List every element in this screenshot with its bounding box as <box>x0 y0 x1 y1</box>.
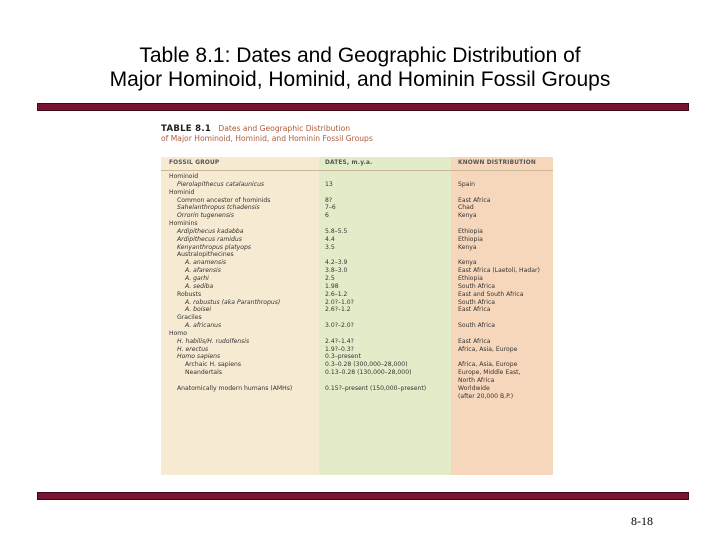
table-caption <box>161 124 553 154</box>
table-row <box>161 393 553 401</box>
distribution-cell: Chad <box>458 204 474 212</box>
distribution-cell: East Africa (Laetoli, Hadar) <box>458 267 540 275</box>
distribution-cell: East Africa <box>458 337 491 345</box>
dates-cell: 5.8–5.5 <box>325 227 348 235</box>
dates-cell: 0.15?–present (150,000–present) <box>325 384 427 392</box>
dates-cell: 7–6 <box>325 204 336 212</box>
distribution-cell: Kenya <box>458 243 477 251</box>
fossil-group-cell: A. sediba <box>185 282 214 290</box>
dates-cell: 0.3–present <box>325 353 361 361</box>
distribution-cell: (after 20,000 B.P.) <box>458 392 514 400</box>
dates-cell: 0.13–0.28 (130,000–28,000) <box>325 369 412 377</box>
distribution-cell: Ethiopia <box>458 274 483 282</box>
table-caption-title-line-1: Dates and Geographic Distribution <box>218 124 351 133</box>
distribution-cell: Africa, Asia, Europe <box>458 361 518 369</box>
distribution-cell: Kenya <box>458 212 477 220</box>
fossil-group-cell: Neandertals <box>185 369 223 377</box>
distribution-cell: Kenya <box>458 259 477 267</box>
table-row <box>161 275 553 283</box>
dates-cell: 4.4 <box>325 235 335 243</box>
table-row <box>161 361 553 369</box>
table-row <box>161 330 553 338</box>
table-row <box>161 338 553 346</box>
fossil-group-cell: H. erectus <box>177 345 209 353</box>
fossil-group-cell: H. habilis/H. rudolfensis <box>177 337 250 345</box>
distribution-cell: North Africa <box>458 376 495 384</box>
dates-cell: 6 <box>325 212 329 220</box>
table-row <box>161 299 553 307</box>
distribution-cell: South Africa <box>458 298 496 306</box>
dates-cell: 1.9?–0.3? <box>325 345 354 353</box>
fossil-group-cell: Common ancestor of hominids <box>177 196 271 204</box>
table-row <box>161 212 553 220</box>
table-row <box>161 306 553 314</box>
table-row <box>161 228 553 236</box>
fossil-group-cell: A. garhi <box>185 274 209 282</box>
slide-title <box>30 44 690 92</box>
fossil-group-cell: Hominoid <box>169 173 199 180</box>
top-divider-bar <box>37 103 689 111</box>
header-divider <box>161 170 553 171</box>
fossil-group-cell: Sahelanthropus tchadensis <box>177 204 260 212</box>
fossil-group-cell: Homo sapiens <box>177 353 221 361</box>
header-fossil-group: FOSSIL GROUP <box>169 160 220 166</box>
distribution-cell: Africa, Asia, Europe <box>458 345 518 353</box>
dates-cell: 3.8–3.0 <box>325 267 348 275</box>
table-row <box>161 385 553 393</box>
table-row <box>161 181 553 189</box>
fossil-group-cell: Graciles <box>177 314 202 322</box>
table-header-row <box>161 157 553 170</box>
fossil-group-cell: Hominins <box>169 220 198 228</box>
fossil-group-cell: Anatomically modern humans (AMHs) <box>177 384 293 392</box>
table-body <box>161 157 553 475</box>
table-row <box>161 283 553 291</box>
table-row <box>161 189 553 197</box>
dates-cell: 1.98 <box>325 282 339 290</box>
dates-cell: 4.2–3.9 <box>325 259 348 267</box>
dates-cell: 2.6?–1.2 <box>325 306 351 314</box>
slide-title-line-1: Table 8.1: Dates and Geographic Distribution of <box>139 44 581 67</box>
fossil-group-cell: Australopithecines <box>177 251 234 259</box>
distribution-cell: East Africa <box>458 306 491 314</box>
table-row <box>161 220 553 228</box>
fossil-group-cell: Orrorin tugenensis <box>177 212 234 220</box>
distribution-cell: Worldwide <box>458 384 490 392</box>
table-row <box>161 259 553 267</box>
dates-cell: 3.0?–2.0? <box>325 322 354 330</box>
fossil-group-cell: Homo <box>169 329 187 337</box>
dates-cell: 0.3–0.28 (300,000–28,000) <box>325 361 408 369</box>
table-row <box>161 244 553 252</box>
table-row <box>161 291 553 299</box>
table-row <box>161 369 553 377</box>
dates-cell: 2.0?–1.0? <box>325 298 354 306</box>
fossil-group-cell: Archaic H. sapiens <box>185 361 242 369</box>
fossil-group-cell: Ardipithecus ramidus <box>177 235 242 243</box>
header-known-distribution: KNOWN DISTRIBUTION <box>458 160 536 166</box>
distribution-cell: Ethiopia <box>458 227 483 235</box>
fossil-group-cell: Pierolapithecus catalaunicus <box>177 180 265 188</box>
fossil-group-cell: Ardipithecus kadabba <box>177 227 244 235</box>
distribution-cell: South Africa <box>458 322 496 330</box>
table-row <box>161 314 553 322</box>
fossil-group-cell: A. africanus <box>185 322 222 330</box>
slide-title-line-2: Major Hominoid, Hominid, and Hominin Fossil Groups <box>109 68 611 91</box>
page-number: 8-18 <box>631 514 653 528</box>
table-row <box>161 346 553 354</box>
dates-cell: 2.4?–1.4? <box>325 337 354 345</box>
table-row <box>161 377 553 385</box>
table-row <box>161 322 553 330</box>
distribution-cell: East and South Africa <box>458 290 524 298</box>
fossil-group-cell: Kenyanthropus platyops <box>177 243 251 251</box>
table-row <box>161 251 553 259</box>
fossil-group-cell: Hominid <box>169 188 195 196</box>
table-caption-title-line-2: of Major Hominoid, Hominid, and Hominin Fossil Groups <box>161 134 373 143</box>
fossil-group-cell: A. afarensis <box>185 267 221 275</box>
fossil-group-cell: A. robustus (aka Paranthropus) <box>185 298 281 306</box>
distribution-cell: Europe, Middle East, <box>458 369 521 377</box>
table-row <box>161 267 553 275</box>
distribution-cell: South Africa <box>458 282 496 290</box>
dates-cell: 2.6–1.2 <box>325 290 348 298</box>
dates-cell: 3.5 <box>325 243 335 251</box>
fossil-group-cell: Robusts <box>177 290 202 298</box>
dates-cell: 8? <box>325 196 333 204</box>
dates-cell: 13 <box>325 180 333 188</box>
table-row <box>161 353 553 361</box>
fossil-group-cell: A. anamensis <box>185 259 227 267</box>
header-dates: DATES, m.y.a. <box>325 160 373 166</box>
table-rows <box>161 173 553 400</box>
distribution-cell: Ethiopia <box>458 235 483 243</box>
table-row <box>161 173 553 181</box>
dates-cell: 2.5 <box>325 274 335 282</box>
bottom-divider-bar <box>37 492 689 500</box>
distribution-cell: Spain <box>458 180 476 188</box>
distribution-cell: East Africa <box>458 196 491 204</box>
table-row <box>161 236 553 244</box>
fossil-group-cell: A. boisei <box>185 306 212 314</box>
table-8-1-image <box>161 121 553 475</box>
table-caption-label: TABLE 8.1 <box>161 124 212 134</box>
